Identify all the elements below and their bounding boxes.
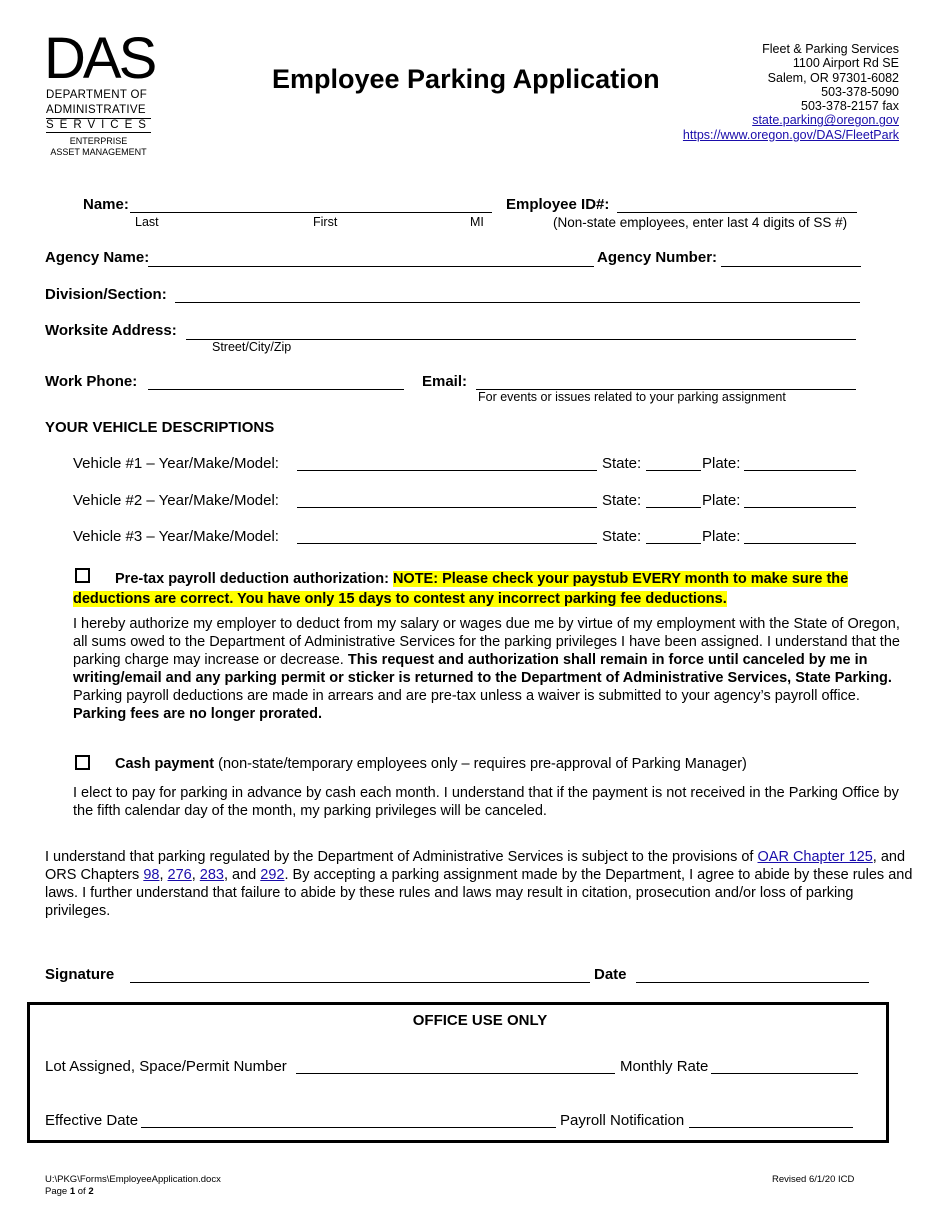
signature-field[interactable]: [130, 982, 590, 983]
footer-page-total: 2: [88, 1186, 94, 1197]
pretax-label: Pre-tax payroll deduction authorization:: [115, 571, 389, 587]
vehicle-2-label: Vehicle #2 – Year/Make/Model:: [73, 492, 279, 509]
logo-line-5: ASSET MANAGEMENT: [50, 147, 147, 157]
cash-body: I elect to pay for parking in advance by cash each month. I understand that if the payment is not received in the Parking Office by the fifth calendar day of the month, my parking privileges will be canceled.: [73, 785, 899, 819]
footer-page-of: of: [75, 1186, 89, 1197]
contact-email-link[interactable]: state.parking@oregon.gov: [752, 113, 899, 128]
office-use-heading: OFFICE USE ONLY: [412, 1012, 548, 1029]
effective-date-field[interactable]: [141, 1127, 556, 1128]
vehicle-3-label: Vehicle #3 – Year/Make/Model:: [73, 528, 279, 545]
legal-sep-2: ,: [191, 867, 200, 883]
email-label: Email:: [422, 373, 468, 390]
oar-chapter-link[interactable]: OAR Chapter 125: [757, 849, 873, 865]
ors-292-link[interactable]: 292: [260, 867, 285, 883]
logo-line-3: SERVICES: [46, 119, 152, 131]
vehicle-3-model-field[interactable]: [297, 543, 597, 544]
agency-name-label: Agency Name:: [45, 249, 150, 266]
logo-line-2: ADMINISTRATIVE: [46, 104, 146, 116]
lot-assigned-label: Lot Assigned, Space/Permit Number: [45, 1058, 287, 1075]
vehicle-3-plate-label: Plate:: [702, 528, 741, 545]
division-field[interactable]: [175, 302, 860, 303]
agency-number-label: Agency Number:: [597, 249, 718, 266]
contact-office: Fleet & Parking Services: [762, 42, 899, 56]
logo-department-lines: [46, 88, 152, 133]
vehicle-1-plate-label: Plate:: [702, 455, 741, 472]
name-sub-last: Last: [135, 215, 159, 229]
legal-text-4: . By accepting a parking assignment made by the Department, I agree to abide by these rules and laws. I further understand that failure to abide by these rules and laws may result in citation, prosecution and/or loss of parking privileges.: [45, 867, 913, 919]
footer-page-number: [45, 1186, 94, 1197]
ors-283-link[interactable]: 283: [199, 867, 224, 883]
name-label: Name:: [83, 196, 129, 213]
agency-name-field[interactable]: [148, 266, 594, 267]
logo-divider: [46, 118, 151, 119]
vehicle-2-plate-label: Plate:: [702, 492, 741, 509]
vehicles-heading: YOUR VEHICLE DESCRIPTIONS: [45, 419, 275, 436]
pretax-note-line2: deductions are correct. You have only 15 days to contest any incorrect parking fee deductions.: [73, 591, 727, 607]
pretax-body-text-1: I hereby authorize my employer to deduct from my salary or wages due me by virtue of my employment with the State of Oregon, all sums owed to the Department of Administrative Services for the parking privileges I have been assigned. I understand that the parking charge may increase or decrease.: [73, 616, 900, 668]
payroll-notification-label: Payroll Notification: [560, 1112, 685, 1129]
name-sub-first: First: [313, 215, 338, 229]
lot-assigned-field[interactable]: [296, 1073, 615, 1074]
contact-website-link[interactable]: https://www.oregon.gov/DAS/FleetPark: [682, 127, 899, 142]
legal-text-3: , and: [224, 867, 261, 883]
logo-line-1: DEPARTMENT OF: [46, 89, 148, 101]
worksite-label: Worksite Address:: [45, 322, 177, 339]
footer-revised: Revised 6/1/20 ICD: [772, 1174, 855, 1185]
footer-page-current: 1: [69, 1186, 76, 1197]
footer-page-prefix: Page: [45, 1186, 70, 1197]
work-phone-label: Work Phone:: [45, 373, 138, 390]
cash-header: [115, 756, 747, 772]
email-hint: For events or issues related to your parking assignment: [478, 390, 786, 404]
vehicle-3-state-field[interactable]: [646, 543, 701, 544]
logo-subtitle: [46, 136, 151, 158]
vehicle-2-state-field[interactable]: [646, 507, 701, 508]
division-label: Division/Section:: [45, 286, 167, 303]
legal-text-2: , and ORS Chapters: [45, 849, 906, 883]
vehicle-3-state-label: State:: [602, 528, 642, 545]
pretax-note-line1: NOTE: Please check your paystub EVERY month to make sure the: [392, 571, 849, 587]
vehicle-2-state-label: State:: [602, 492, 642, 509]
vehicle-1-plate-field[interactable]: [744, 470, 856, 471]
contact-fax: 503-378-2157 fax: [801, 99, 899, 114]
contact-phone: 503-378-5090: [821, 84, 899, 99]
monthly-rate-label: Monthly Rate: [620, 1058, 709, 1075]
cash-qualifier: (non-state/temporary employees only – requires pre-approval of Parking Manager): [214, 756, 747, 772]
contact-block: [683, 42, 899, 142]
employee-id-field[interactable]: [617, 212, 857, 213]
date-field[interactable]: [636, 982, 869, 983]
employee-id-label: Employee ID#:: [506, 196, 610, 213]
worksite-hint: Street/City/Zip: [212, 340, 292, 354]
vehicle-1-label: Vehicle #1 – Year/Make/Model:: [73, 455, 279, 472]
agency-number-field[interactable]: [721, 266, 861, 267]
monthly-rate-field[interactable]: [711, 1073, 858, 1074]
date-label: Date: [594, 966, 627, 983]
logo-das-text: DAS: [44, 26, 155, 91]
vehicle-3-plate-field[interactable]: [744, 543, 856, 544]
vehicle-2-plate-field[interactable]: [744, 507, 856, 508]
vehicle-2-model-field[interactable]: [297, 507, 597, 508]
payroll-notification-field[interactable]: [689, 1127, 853, 1128]
contact-street: 1100 Airport Rd SE: [792, 56, 899, 71]
ors-98-link[interactable]: 98: [143, 867, 160, 883]
name-sub-mi: MI: [470, 215, 484, 229]
logo-divider: [46, 132, 151, 133]
name-field[interactable]: [130, 212, 492, 213]
pretax-body-text-2: Parking payroll deductions are made in arrears and are pre-tax unless a waiver is submitted to your agency’s payroll office.: [73, 688, 860, 704]
vehicle-1-state-label: State:: [602, 455, 642, 472]
signature-label: Signature: [45, 966, 115, 983]
logo-line-4: ENTERPRISE: [69, 136, 128, 146]
effective-date-label: Effective Date: [45, 1112, 139, 1129]
pretax-header: [73, 569, 913, 609]
contact-city: Salem, OR 97301-6082: [767, 70, 899, 85]
page-title: Employee Parking Application: [272, 64, 660, 94]
vehicle-1-state-field[interactable]: [646, 470, 701, 471]
pretax-body-bold-1: This request and authorization shall remain in force until canceled by me in writing/email and any parking permit or sticker is returned to the Department of Administrative Services, State Parking.: [73, 652, 892, 686]
pretax-body: [73, 615, 913, 723]
pretax-body-bold-2: Parking fees are no longer prorated.: [73, 706, 322, 722]
legal-text-1: I understand that parking regulated by the Department of Administrative Services is subject to the provisions of: [45, 849, 758, 865]
legal-sep-1: ,: [159, 867, 168, 883]
cash-label: Cash payment: [115, 756, 215, 772]
ors-276-link[interactable]: 276: [167, 867, 192, 883]
cash-checkbox[interactable]: [75, 755, 90, 770]
vehicle-1-model-field[interactable]: [297, 470, 597, 471]
footer-file-path: U:\PKG\Forms\EmployeeApplication.docx: [45, 1174, 221, 1185]
legal-paragraph: [45, 848, 915, 920]
employee-id-hint: (Non-state employees, enter last 4 digits of SS #): [553, 215, 848, 230]
work-phone-field[interactable]: [148, 389, 404, 390]
